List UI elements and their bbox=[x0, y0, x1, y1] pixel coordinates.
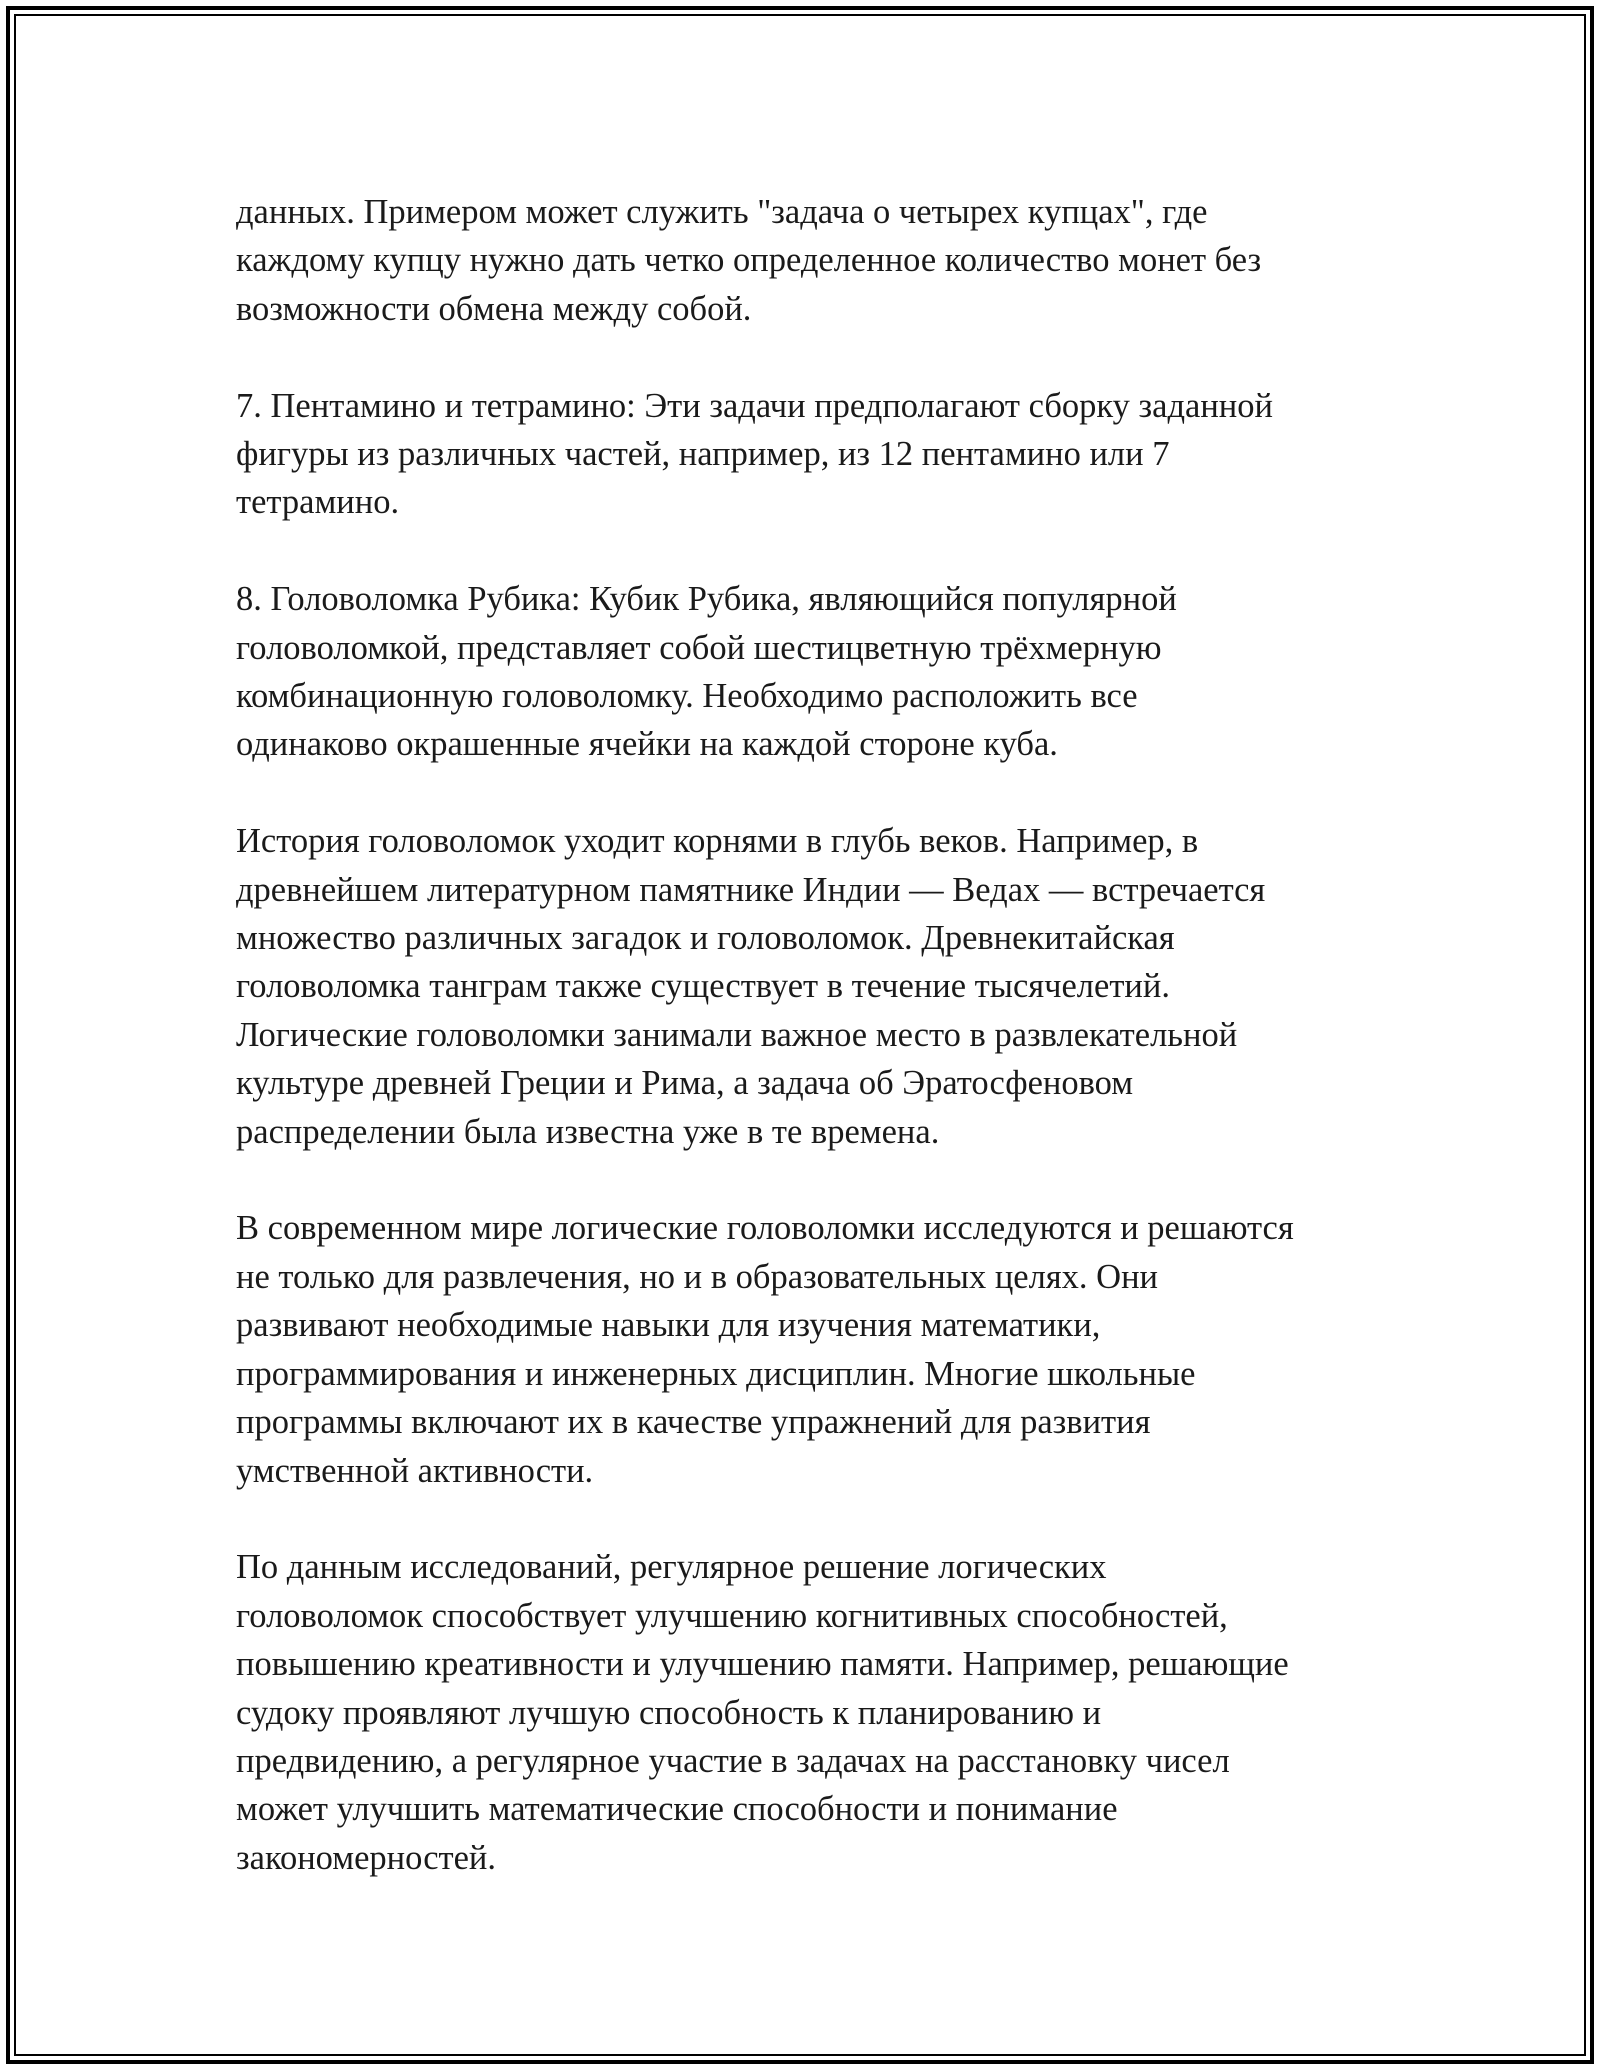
text-line: предвидению, а регулярное участие в задачах на расстановку чисел bbox=[236, 1741, 1230, 1780]
text-line: множество различных загадок и головоломок. Древнекитайская bbox=[236, 919, 1175, 958]
text-line: Логические головоломки занимали важное место в развлекательной bbox=[236, 1015, 1238, 1054]
text-line: древнейшем литературном памятнике Индии — Ведах — встречается bbox=[236, 870, 1266, 909]
text-line: программы включают их в качестве упражнений для развития bbox=[236, 1403, 1151, 1442]
text-line: распределении была известна уже в те времена. bbox=[236, 1112, 940, 1151]
text-line: может улучшить математические способности и понимание bbox=[236, 1790, 1118, 1829]
text-line: не только для развлечения, но и в образовательных целях. Они bbox=[236, 1257, 1159, 1296]
text-line: данных. Примером может служить "задача о четырех купцах", где bbox=[236, 193, 1208, 231]
text-line: По данным исследований, регулярное решение логических bbox=[236, 1548, 1107, 1587]
text-line: головоломка танграм также существует в течение тысячелетий. bbox=[236, 967, 1170, 1006]
text-line: каждому купцу нужно дать четко определенное количество монет без bbox=[236, 241, 1262, 280]
text-line: культуре древней Греции и Рима, а задача об Эратосфеновом bbox=[236, 1064, 1134, 1103]
text-line: повышению креативности и улучшению памяти. Например, решающие bbox=[236, 1645, 1289, 1684]
text-line: В современном мире логические головоломки исследуются и решаются bbox=[236, 1209, 1294, 1248]
paragraph-research bbox=[236, 1543, 1376, 1882]
text-line: головоломок способствует улучшению когнитивных способностей, bbox=[236, 1596, 1228, 1635]
paragraph-history bbox=[236, 817, 1376, 1156]
text-line: История головоломок уходит корнями в глубь веков. Например, в bbox=[236, 822, 1199, 861]
text-line: возможности обмена между собой. bbox=[236, 289, 752, 328]
document-body bbox=[236, 188, 1376, 1882]
paragraph-pentomino bbox=[236, 382, 1376, 527]
text-line: умственной активности. bbox=[236, 1451, 594, 1490]
text-line: комбинационную головоломку. Необходимо расположить все bbox=[236, 677, 1138, 716]
text-line: развивают необходимые навыки для изучения математики, bbox=[236, 1306, 1101, 1345]
text-line: головоломкой, представляет собой шестицветную трёхмерную bbox=[236, 628, 1162, 667]
paragraph-rubik bbox=[236, 575, 1376, 769]
text-line: 7. Пентамино и тетрамино: Эти задачи предполагают сборку заданной bbox=[236, 386, 1273, 425]
paragraph-four-merchants bbox=[236, 188, 1376, 333]
text-line: тетрамино. bbox=[236, 483, 400, 522]
text-line: одинаково окрашенные ячейки на каждой стороне куба. bbox=[236, 725, 1058, 764]
text-line: программирования и инженерных дисциплин. Многие школьные bbox=[236, 1354, 1196, 1393]
text-line: 8. Головоломка Рубика: Кубик Рубика, являющийся популярной bbox=[236, 580, 1177, 619]
text-line: закономерностей. bbox=[236, 1838, 497, 1877]
text-line: фигуры из различных частей, например, из 12 пентамино или 7 bbox=[236, 435, 1170, 474]
paragraph-modern-world bbox=[236, 1204, 1376, 1494]
text-line: судоку проявляют лучшую способность к планированию и bbox=[236, 1693, 1102, 1732]
